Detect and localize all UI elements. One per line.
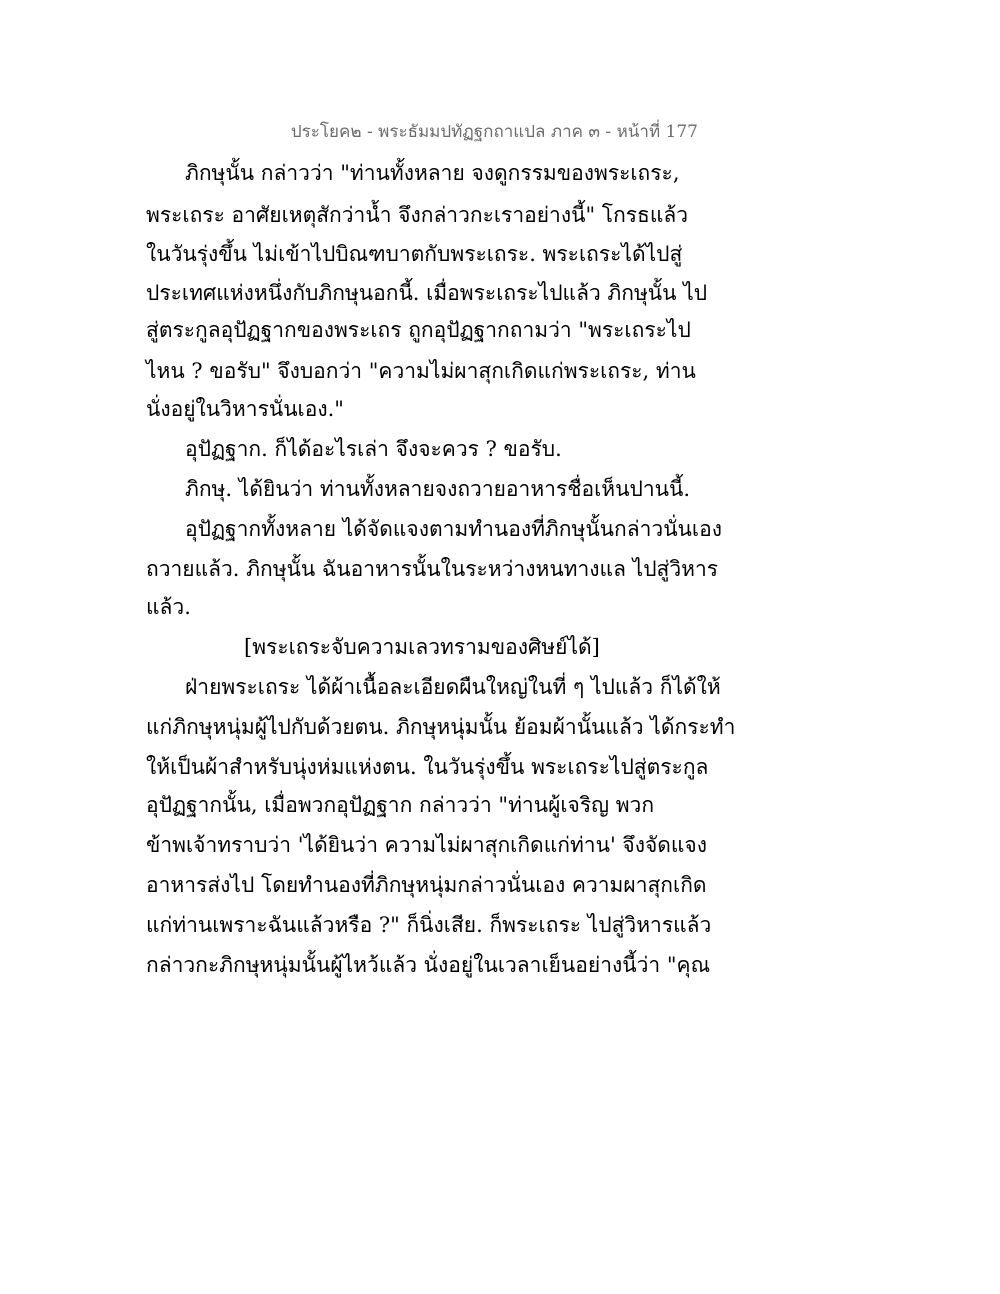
text-line: กล่าวกะภิกษุหนุ่มนั้นผู้ไหว้แล้ว นั่งอยู่ในเวลาเย็นอย่างนี้ว่า "คุณ [146,953,711,977]
text-line: อาหารส่งไป โดยทำนองที่ภิกษุหนุ่มกล่าวนั่นเอง ความผาสุกเกิด [146,873,707,897]
text-line: แล้ว. [146,595,191,619]
text-line: อุปัฏฐากทั้งหลาย ได้จัดแจงตามทำนองที่ภิกษุนั้นกล่าวนั่นเอง [185,517,722,541]
text-line: ฝ่ายพระเถระ ได้ผ้าเนื้อละเอียดผืนใหญ่ในที่ ๆ ไปแล้ว ก็ได้ให้ [185,675,721,699]
running-header: ประโยค๒ - พระธัมมปทัฏฐกถาแปล ภาค ๓ - หน้าที่ 177 [290,122,698,142]
dialogue-line: ภิกษุ. ได้ยินว่า ท่านทั้งหลายจงถวายอาหารชื่อเห็นปานนี้. [185,477,690,501]
text-line: ในวันรุ่งขึ้น ไม่เข้าไปบิณฑบาตกับพระเถระ. พระเถระได้ไปสู่ [146,242,683,266]
text-line: สู่ตระกูลอุปัฏฐากของพระเถร ถูกอุปัฏฐากถามว่า "พระเถระไป [146,318,691,342]
text-line: แก่ภิกษุหนุ่มผู้ไปกับด้วยตน. ภิกษุหนุ่มนั้น ย้อมผ้านั้นแล้ว ได้กระทำ [146,715,736,739]
text-line: ให้เป็นผ้าสำหรับนุ่งห่มแห่งตน. ในวันรุ่งขึ้น พระเถระไปสู่ตระกูล [146,755,709,779]
section-heading: [พระเถระจับความเลวทรามของศิษย์ได้] [244,635,600,659]
text-line: ไหน ? ขอรับ" จึงบอกว่า "ความไม่ผาสุกเกิดแก่พระเถระ, ท่าน [146,359,696,383]
text-line: พระเถระ อาศัยเหตุสักว่าน้ำ จึงกล่าวกะเราอย่างนี้" โกรธแล้ว [146,203,689,227]
text-line: ประเทศแห่งหนึ่งกับภิกษุนอกนี้. เมื่อพระเถระไปแล้ว ภิกษุนั้น ไป [146,281,708,305]
text-line: ภิกษุนั้น กล่าวว่า "ท่านทั้งหลาย จงดูกรรมของพระเถระ, [185,161,680,185]
dialogue-line: อุปัฏฐาก. ก็ได้อะไรเล่า จึงจะควร ? ขอรับ. [185,437,562,461]
text-line: แก่ท่านเพราะฉันแล้วหรือ ?" ก็นิ่งเสีย. ก็พระเถระ ไปสู่วิหารแล้ว [146,913,712,937]
text-line: นั่งอยู่ในวิหารนั่นเอง." [146,397,344,421]
text-line: ข้าพเจ้าทราบว่า 'ได้ยินว่า ความไม่ผาสุกเกิดแก่ท่าน' จึงจัดแจง [146,833,707,857]
text-line: อุปัฏฐากนั้น, เมื่อพวกอุปัฏฐาก กล่าวว่า "ท่านผู้เจริญ พวก [146,793,655,817]
text-line: ถวายแล้ว. ภิกษุนั้น ฉันอาหารนั้นในระหว่างหนทางแล ไปสู่วิหาร [146,557,719,581]
